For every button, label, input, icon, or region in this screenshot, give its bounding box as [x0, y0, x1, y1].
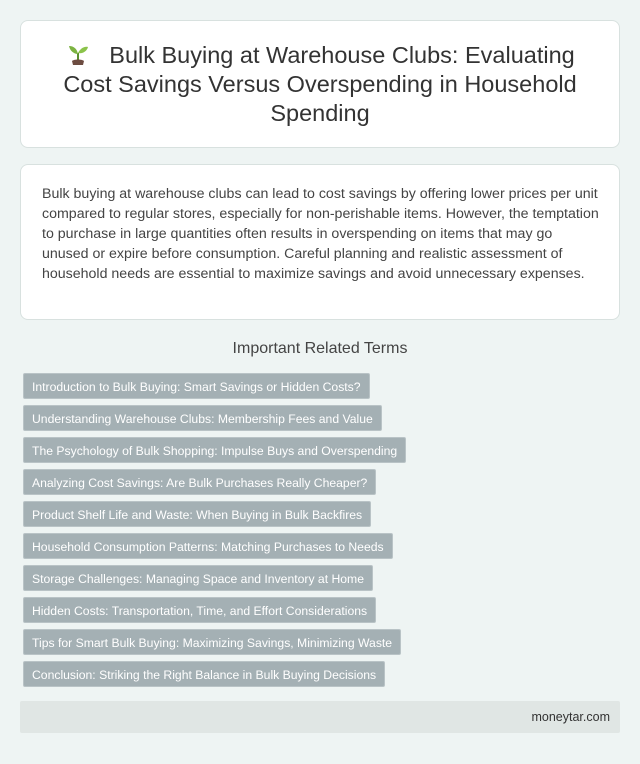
related-term-tag[interactable]: Storage Challenges: Managing Space and Inventory at Home	[23, 565, 373, 591]
related-term-tag[interactable]: Tips for Smart Bulk Buying: Maximizing Savings, Minimizing Waste	[23, 629, 401, 655]
page-title	[47, 41, 593, 128]
related-term-tag[interactable]: Introduction to Bulk Buying: Smart Savings or Hidden Costs?	[23, 373, 370, 399]
related-term-tag[interactable]: Conclusion: Striking the Right Balance in Bulk Buying Decisions	[23, 661, 385, 687]
summary-text: Bulk buying at warehouse clubs can lead to cost savings by offering lower prices per unit compared to regular stores, especially for non-perishable items. However, the temptation to purchase in large quantities often results in overspending on items that may go unused or expire before consumption. Careful planning and realistic assessment of household needs are essential to maximize savings and avoid unnecessary expenses.	[42, 186, 599, 282]
footer	[20, 701, 620, 733]
footer-site-link[interactable]: moneytar.com	[531, 710, 610, 724]
related-terms-list	[23, 373, 623, 693]
related-term-tag[interactable]: Analyzing Cost Savings: Are Bulk Purchases Really Cheaper?	[23, 469, 376, 495]
related-term-tag[interactable]: Understanding Warehouse Clubs: Membership Fees and Value	[23, 405, 382, 431]
related-terms-heading: Important Related Terms	[232, 340, 408, 357]
related-term-tag[interactable]: The Psychology of Bulk Shopping: Impulse Buys and Overspending	[23, 437, 406, 463]
page-title-text: Bulk Buying at Warehouse Clubs: Evaluating Cost Savings Versus Overspending in Household Spending	[63, 41, 577, 126]
related-term-tag[interactable]: Household Consumption Patterns: Matching Purchases to Needs	[23, 533, 393, 559]
title-card	[20, 20, 620, 148]
related-term-tag[interactable]: Product Shelf Life and Waste: When Buying in Bulk Backfires	[23, 501, 371, 527]
sprout-icon	[65, 41, 91, 67]
related-term-tag[interactable]: Hidden Costs: Transportation, Time, and Effort Considerations	[23, 597, 376, 623]
summary-card	[20, 164, 620, 320]
